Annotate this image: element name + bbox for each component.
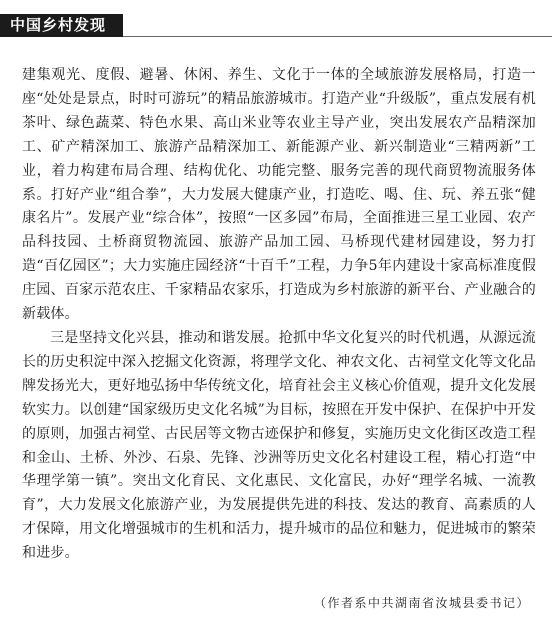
paragraph-1: 建集观光、度假、避暑、休闲、养生、文化于一体的全域旅游发展格局，打造一座“处处是景点，时时可游玩”的精品旅游城市。打造产业“升级版”，重点发展有机茶叶、绿色蔬菜、特色水果、高山米业等农业主导产业，突出发展农产品精深加工、矿产精深加工、旅游产品精深加工、新能源产业、新兴制造业“三精两新”工业，着力构建布局合理、结构优化、功能完整、服务完善的现代商贸物流服务体系。打好产业“组合拳”，大力发展大健康产业，打造吃、喝、住、玩、养五张“健康名片”。发展产业“综合体”，按照“一区多园”布局，全面推进三星工业园、农产品科技园、土桥商贸物流园、旅游产品加工园、马桥现代建材园建设，努力打造“百亿园区”；大力实施庄园经济“十百千”工程，力争5年内建设十家高标准度假庄园、百家示范农庄、千家精品农家乐，打造成为乡村旅游的新平台、产业融合的新载体。 — [22, 67, 536, 323]
section-label: 中国乡村发现 — [0, 14, 123, 37]
author-byline: （作者系中共湖南省汝城县委书记） — [313, 596, 530, 610]
paragraph-2: 三是坚持文化兴县，推动和谐发展。抢抓中华文化复兴的时代机遇，从源远流长的历史积淀中深入挖掘文化资源，将理学文化、神农文化、古祠堂文化等文化品牌发扬光大，更好地弘扬中华传统文化，培育社会主义核心价值观，提升文化发展软实力。以创建“国家级历史文化名城”为目标，按照在开发中保护、在保护中开发的原则，加强古祠堂、古民居等文物古迹保护和修复，实施历史文化街区改造工程和金山、土桥、外沙、石泉、先锋、沙洲等历史文化名村建设工程，精心打造“中华理学第一镇”。突出文化育民、文化惠民、文化富民，办好“理学名城、一流教育”，大力发展文化旅游产业，为发展提供先进的科技、发达的教育、高素质的人才保障，用文化增强城市的生机和活力，提升城市的品位和魅力，促进城市的繁荣和进步。 — [22, 329, 536, 562]
header-divider — [123, 36, 552, 37]
article-body — [22, 64, 536, 566]
